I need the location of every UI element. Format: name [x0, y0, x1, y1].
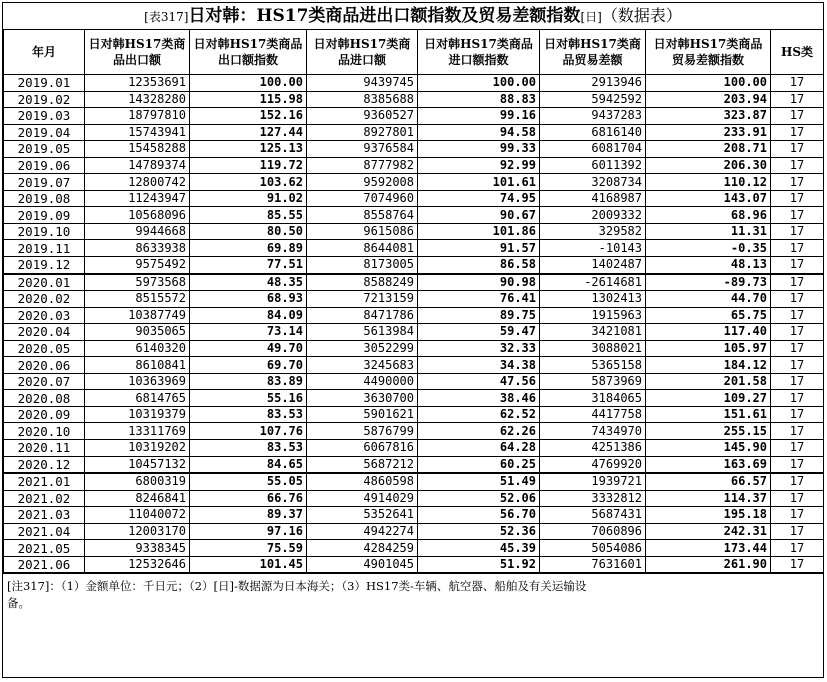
table-row — [4, 307, 824, 324]
cell-import-index: 90.98 — [418, 274, 540, 291]
cell-hs: 17 — [771, 157, 824, 174]
cell-month: 2019.01 — [4, 75, 85, 92]
cell-hs: 17 — [771, 257, 824, 274]
cell-import-index: 60.25 — [418, 456, 540, 473]
cell-hs: 17 — [771, 307, 824, 324]
cell-balance: 7060896 — [540, 523, 646, 540]
cell-balance: 1939721 — [540, 473, 646, 490]
cell-month: 2019.06 — [4, 157, 85, 174]
cell-export: 15743941 — [85, 124, 190, 141]
table-row — [4, 556, 824, 573]
cell-month: 2020.07 — [4, 373, 85, 390]
cell-balance-index: 11.31 — [646, 223, 771, 240]
cell-month: 2019.07 — [4, 174, 85, 191]
cell-balance-index: 109.27 — [646, 390, 771, 407]
cell-import: 8777982 — [307, 157, 418, 174]
col-header-hs: HS类 — [771, 30, 824, 75]
table-row — [4, 75, 824, 92]
cell-balance: 1402487 — [540, 257, 646, 274]
cell-month: 2019.10 — [4, 223, 85, 240]
title-main: 日对韩：HS17类商品进出口额指数及贸易差额指数 — [188, 6, 581, 26]
table-row — [4, 490, 824, 507]
cell-export-index: 152.16 — [190, 108, 307, 125]
cell-month: 2020.01 — [4, 274, 85, 291]
cell-balance: 4251386 — [540, 440, 646, 457]
cell-balance-index: 261.90 — [646, 556, 771, 573]
title-source-tag: [日] — [580, 10, 602, 24]
cell-balance: 5873969 — [540, 373, 646, 390]
cell-balance-index: 105.97 — [646, 340, 771, 357]
cell-export-index: 83.53 — [190, 440, 307, 457]
cell-export-index: 77.51 — [190, 257, 307, 274]
table-row — [4, 124, 824, 141]
cell-import: 4490000 — [307, 373, 418, 390]
cell-import: 9360527 — [307, 108, 418, 125]
cell-export: 8633938 — [85, 240, 190, 257]
cell-balance: 3421081 — [540, 324, 646, 341]
cell-balance-index: 145.90 — [646, 440, 771, 457]
cell-month: 2019.05 — [4, 141, 85, 158]
cell-balance: 5365158 — [540, 357, 646, 374]
cell-export-index: 68.93 — [190, 291, 307, 308]
cell-import: 8173005 — [307, 257, 418, 274]
cell-export-index: 119.72 — [190, 157, 307, 174]
cell-import: 5901621 — [307, 406, 418, 423]
cell-hs: 17 — [771, 240, 824, 257]
cell-hs: 17 — [771, 556, 824, 573]
cell-export-index: 83.53 — [190, 406, 307, 423]
cell-hs: 17 — [771, 473, 824, 490]
col-header-balance-index: 日对韩HS17类商品贸易差额指数 — [646, 30, 771, 75]
cell-balance: 5054086 — [540, 540, 646, 557]
cell-balance-index: 44.70 — [646, 291, 771, 308]
cell-import-index: 51.92 — [418, 556, 540, 573]
table-row — [4, 540, 824, 557]
table-row — [4, 324, 824, 341]
cell-hs: 17 — [771, 75, 824, 92]
table-row — [4, 207, 824, 224]
cell-month: 2020.08 — [4, 390, 85, 407]
cell-export-index: 100.00 — [190, 75, 307, 92]
cell-import-index: 99.16 — [418, 108, 540, 125]
col-header-import-index: 日对韩HS17类商品进口额指数 — [418, 30, 540, 75]
report-frame — [2, 2, 824, 678]
table-row — [4, 240, 824, 257]
table-row — [4, 291, 824, 308]
cell-balance: 3184065 — [540, 390, 646, 407]
table-row — [4, 190, 824, 207]
cell-export: 12800742 — [85, 174, 190, 191]
cell-export: 10387749 — [85, 307, 190, 324]
table-row — [4, 440, 824, 457]
cell-export: 14328280 — [85, 91, 190, 108]
cell-export: 12353691 — [85, 75, 190, 92]
table-body — [4, 75, 824, 573]
cell-month: 2019.08 — [4, 190, 85, 207]
cell-hs: 17 — [771, 324, 824, 341]
cell-balance-index: 173.44 — [646, 540, 771, 557]
cell-balance-index: 208.71 — [646, 141, 771, 158]
cell-export: 8610841 — [85, 357, 190, 374]
cell-import-index: 100.00 — [418, 75, 540, 92]
cell-import: 8644081 — [307, 240, 418, 257]
cell-export-index: 91.02 — [190, 190, 307, 207]
cell-month: 2019.12 — [4, 257, 85, 274]
cell-month: 2020.03 — [4, 307, 85, 324]
cell-balance: 2913946 — [540, 75, 646, 92]
cell-import: 5352641 — [307, 507, 418, 524]
cell-import-index: 52.36 — [418, 523, 540, 540]
cell-export: 6800319 — [85, 473, 190, 490]
cell-month: 2021.04 — [4, 523, 85, 540]
cell-balance-index: 151.61 — [646, 406, 771, 423]
cell-export: 15458288 — [85, 141, 190, 158]
cell-month: 2019.09 — [4, 207, 85, 224]
cell-export: 11243947 — [85, 190, 190, 207]
cell-import: 4284259 — [307, 540, 418, 557]
cell-balance: 5687431 — [540, 507, 646, 524]
cell-balance: 9437283 — [540, 108, 646, 125]
cell-export-index: 125.13 — [190, 141, 307, 158]
cell-import: 4942274 — [307, 523, 418, 540]
cell-month: 2020.11 — [4, 440, 85, 457]
table-row — [4, 473, 824, 490]
cell-export-index: 115.98 — [190, 91, 307, 108]
cell-import-index: 62.52 — [418, 406, 540, 423]
cell-export-index: 66.76 — [190, 490, 307, 507]
cell-import: 5613984 — [307, 324, 418, 341]
cell-import-index: 101.61 — [418, 174, 540, 191]
col-header-import: 日对韩HS17类商品进口额 — [307, 30, 418, 75]
cell-balance: -10143 — [540, 240, 646, 257]
cell-hs: 17 — [771, 423, 824, 440]
cell-balance: 1915963 — [540, 307, 646, 324]
cell-import: 9592008 — [307, 174, 418, 191]
cell-balance-index: 195.18 — [646, 507, 771, 524]
cell-month: 2021.06 — [4, 556, 85, 573]
cell-balance: 3088021 — [540, 340, 646, 357]
cell-export-index: 80.50 — [190, 223, 307, 240]
cell-balance-index: 255.15 — [646, 423, 771, 440]
cell-balance: -2614681 — [540, 274, 646, 291]
cell-export: 10319379 — [85, 406, 190, 423]
cell-import-index: 92.99 — [418, 157, 540, 174]
cell-import: 8471786 — [307, 307, 418, 324]
cell-hs: 17 — [771, 190, 824, 207]
cell-import-index: 94.58 — [418, 124, 540, 141]
cell-balance: 2009332 — [540, 207, 646, 224]
cell-balance: 4168987 — [540, 190, 646, 207]
cell-import: 6067816 — [307, 440, 418, 457]
cell-balance: 3208734 — [540, 174, 646, 191]
cell-hs: 17 — [771, 523, 824, 540]
table-row — [4, 257, 824, 274]
cell-import-index: 74.95 — [418, 190, 540, 207]
cell-export-index: 48.35 — [190, 274, 307, 291]
cell-export-index: 89.37 — [190, 507, 307, 524]
cell-hs: 17 — [771, 340, 824, 357]
cell-import-index: 34.38 — [418, 357, 540, 374]
cell-import: 4901045 — [307, 556, 418, 573]
cell-import: 8927801 — [307, 124, 418, 141]
cell-month: 2020.10 — [4, 423, 85, 440]
cell-export-index: 83.89 — [190, 373, 307, 390]
title-suffix: （数据表） — [601, 6, 682, 25]
cell-import-index: 59.47 — [418, 324, 540, 341]
table-row — [4, 523, 824, 540]
table-row — [4, 174, 824, 191]
cell-import: 3245683 — [307, 357, 418, 374]
table-row — [4, 157, 824, 174]
cell-hs: 17 — [771, 291, 824, 308]
cell-balance-index: 163.69 — [646, 456, 771, 473]
cell-month: 2019.03 — [4, 108, 85, 125]
cell-import-index: 89.75 — [418, 307, 540, 324]
cell-hs: 17 — [771, 373, 824, 390]
col-header-month: 年月 — [4, 30, 85, 75]
title-prefix: [表317] — [144, 10, 189, 24]
cell-import-index: 56.70 — [418, 507, 540, 524]
cell-import: 7213159 — [307, 291, 418, 308]
cell-hs: 17 — [771, 357, 824, 374]
cell-import-index: 52.06 — [418, 490, 540, 507]
cell-import: 7074960 — [307, 190, 418, 207]
cell-balance: 5942592 — [540, 91, 646, 108]
cell-import: 5876799 — [307, 423, 418, 440]
cell-hs: 17 — [771, 440, 824, 457]
footnote-line-2: 备。 — [7, 596, 30, 611]
cell-balance-index: 203.94 — [646, 91, 771, 108]
cell-balance-index: 68.96 — [646, 207, 771, 224]
cell-balance-index: 66.57 — [646, 473, 771, 490]
cell-month: 2020.02 — [4, 291, 85, 308]
cell-balance: 1302413 — [540, 291, 646, 308]
cell-export-index: 75.59 — [190, 540, 307, 557]
table-row — [4, 274, 824, 291]
cell-balance-index: 110.12 — [646, 174, 771, 191]
cell-month: 2020.06 — [4, 357, 85, 374]
cell-export: 9338345 — [85, 540, 190, 557]
cell-export: 12532646 — [85, 556, 190, 573]
cell-export-index: 85.55 — [190, 207, 307, 224]
cell-import-index: 101.86 — [418, 223, 540, 240]
cell-export: 6814765 — [85, 390, 190, 407]
cell-export: 5973568 — [85, 274, 190, 291]
cell-import: 4914029 — [307, 490, 418, 507]
cell-hs: 17 — [771, 223, 824, 240]
cell-balance-index: 114.37 — [646, 490, 771, 507]
cell-import-index: 99.33 — [418, 141, 540, 158]
cell-hs: 17 — [771, 207, 824, 224]
cell-balance: 329582 — [540, 223, 646, 240]
cell-import-index: 38.46 — [418, 390, 540, 407]
cell-import-index: 90.67 — [418, 207, 540, 224]
cell-export: 13311769 — [85, 423, 190, 440]
cell-export: 9944668 — [85, 223, 190, 240]
cell-balance-index: 65.75 — [646, 307, 771, 324]
cell-balance-index: 242.31 — [646, 523, 771, 540]
table-row — [4, 373, 824, 390]
table-row — [4, 390, 824, 407]
table-row — [4, 357, 824, 374]
col-header-balance: 日对韩HS17类商品贸易差额 — [540, 30, 646, 75]
cell-month: 2021.01 — [4, 473, 85, 490]
cell-export: 9575492 — [85, 257, 190, 274]
cell-balance-index: 100.00 — [646, 75, 771, 92]
cell-month: 2019.11 — [4, 240, 85, 257]
table-title — [3, 3, 823, 29]
cell-import: 3630700 — [307, 390, 418, 407]
cell-balance: 4417758 — [540, 406, 646, 423]
cell-month: 2020.05 — [4, 340, 85, 357]
cell-balance: 6011392 — [540, 157, 646, 174]
cell-export-index: 101.45 — [190, 556, 307, 573]
cell-hs: 17 — [771, 456, 824, 473]
cell-export: 10363969 — [85, 373, 190, 390]
cell-import-index: 45.39 — [418, 540, 540, 557]
cell-export: 10457132 — [85, 456, 190, 473]
cell-export: 8515572 — [85, 291, 190, 308]
cell-export: 11040072 — [85, 507, 190, 524]
cell-export: 10568096 — [85, 207, 190, 224]
cell-balance-index: 184.12 — [646, 357, 771, 374]
cell-export-index: 69.70 — [190, 357, 307, 374]
cell-export-index: 127.44 — [190, 124, 307, 141]
cell-import-index: 86.58 — [418, 257, 540, 274]
table-row — [4, 108, 824, 125]
table-row — [4, 423, 824, 440]
cell-balance: 6816140 — [540, 124, 646, 141]
cell-month: 2020.09 — [4, 406, 85, 423]
cell-balance-index: -89.73 — [646, 274, 771, 291]
cell-balance: 4769920 — [540, 456, 646, 473]
cell-export: 18797810 — [85, 108, 190, 125]
data-table — [3, 29, 824, 573]
cell-export: 8246841 — [85, 490, 190, 507]
footnote-line-1: [注317]：（1）金额单位：千日元；（2）[日]-数据源为日本海关；（3）HS17类-车辆、航空器、船舶及有关运输设 — [7, 579, 587, 594]
cell-month: 2021.03 — [4, 507, 85, 524]
cell-export: 10319202 — [85, 440, 190, 457]
cell-hs: 17 — [771, 490, 824, 507]
cell-import: 8385688 — [307, 91, 418, 108]
cell-import-index: 51.49 — [418, 473, 540, 490]
cell-balance: 7434970 — [540, 423, 646, 440]
cell-hs: 17 — [771, 390, 824, 407]
cell-balance-index: 323.87 — [646, 108, 771, 125]
footnote — [3, 573, 823, 612]
cell-balance: 7631601 — [540, 556, 646, 573]
table-row — [4, 340, 824, 357]
cell-export-index: 49.70 — [190, 340, 307, 357]
cell-month: 2019.02 — [4, 91, 85, 108]
cell-balance: 3332812 — [540, 490, 646, 507]
cell-export-index: 103.62 — [190, 174, 307, 191]
cell-hs: 17 — [771, 540, 824, 557]
col-header-export: 日对韩HS17类商品出口额 — [85, 30, 190, 75]
cell-import: 4860598 — [307, 473, 418, 490]
cell-balance-index: -0.35 — [646, 240, 771, 257]
cell-import: 9615086 — [307, 223, 418, 240]
cell-export-index: 97.16 — [190, 523, 307, 540]
cell-export-index: 69.89 — [190, 240, 307, 257]
cell-import: 8588249 — [307, 274, 418, 291]
cell-export-index: 55.16 — [190, 390, 307, 407]
cell-balance-index: 117.40 — [646, 324, 771, 341]
cell-import-index: 91.57 — [418, 240, 540, 257]
cell-balance: 6081704 — [540, 141, 646, 158]
table-row — [4, 91, 824, 108]
cell-hs: 17 — [771, 406, 824, 423]
cell-export: 12003170 — [85, 523, 190, 540]
cell-export-index: 73.14 — [190, 324, 307, 341]
table-row — [4, 456, 824, 473]
cell-import: 9439745 — [307, 75, 418, 92]
cell-import-index: 76.41 — [418, 291, 540, 308]
cell-balance-index: 48.13 — [646, 257, 771, 274]
cell-import: 9376584 — [307, 141, 418, 158]
col-header-export-index: 日对韩HS17类商品出口额指数 — [190, 30, 307, 75]
cell-month: 2019.04 — [4, 124, 85, 141]
cell-export: 6140320 — [85, 340, 190, 357]
cell-import-index: 64.28 — [418, 440, 540, 457]
cell-balance-index: 201.58 — [646, 373, 771, 390]
cell-import-index: 32.33 — [418, 340, 540, 357]
cell-hs: 17 — [771, 274, 824, 291]
cell-balance-index: 143.07 — [646, 190, 771, 207]
table-row — [4, 141, 824, 158]
cell-hs: 17 — [771, 174, 824, 191]
cell-hs: 17 — [771, 91, 824, 108]
cell-balance-index: 206.30 — [646, 157, 771, 174]
table-row — [4, 223, 824, 240]
cell-export: 9035065 — [85, 324, 190, 341]
cell-import: 3052299 — [307, 340, 418, 357]
cell-hs: 17 — [771, 124, 824, 141]
table-row — [4, 406, 824, 423]
cell-import-index: 47.56 — [418, 373, 540, 390]
cell-hs: 17 — [771, 141, 824, 158]
header-row — [4, 30, 824, 75]
cell-month: 2021.05 — [4, 540, 85, 557]
cell-import-index: 62.26 — [418, 423, 540, 440]
cell-import: 5687212 — [307, 456, 418, 473]
cell-month: 2020.04 — [4, 324, 85, 341]
cell-balance-index: 233.91 — [646, 124, 771, 141]
cell-export-index: 84.09 — [190, 307, 307, 324]
cell-month: 2020.12 — [4, 456, 85, 473]
cell-export: 14789374 — [85, 157, 190, 174]
cell-hs: 17 — [771, 108, 824, 125]
cell-export-index: 107.76 — [190, 423, 307, 440]
cell-import: 8558764 — [307, 207, 418, 224]
table-row — [4, 507, 824, 524]
cell-month: 2021.02 — [4, 490, 85, 507]
cell-import-index: 88.83 — [418, 91, 540, 108]
cell-export-index: 84.65 — [190, 456, 307, 473]
cell-export-index: 55.05 — [190, 473, 307, 490]
cell-hs: 17 — [771, 507, 824, 524]
